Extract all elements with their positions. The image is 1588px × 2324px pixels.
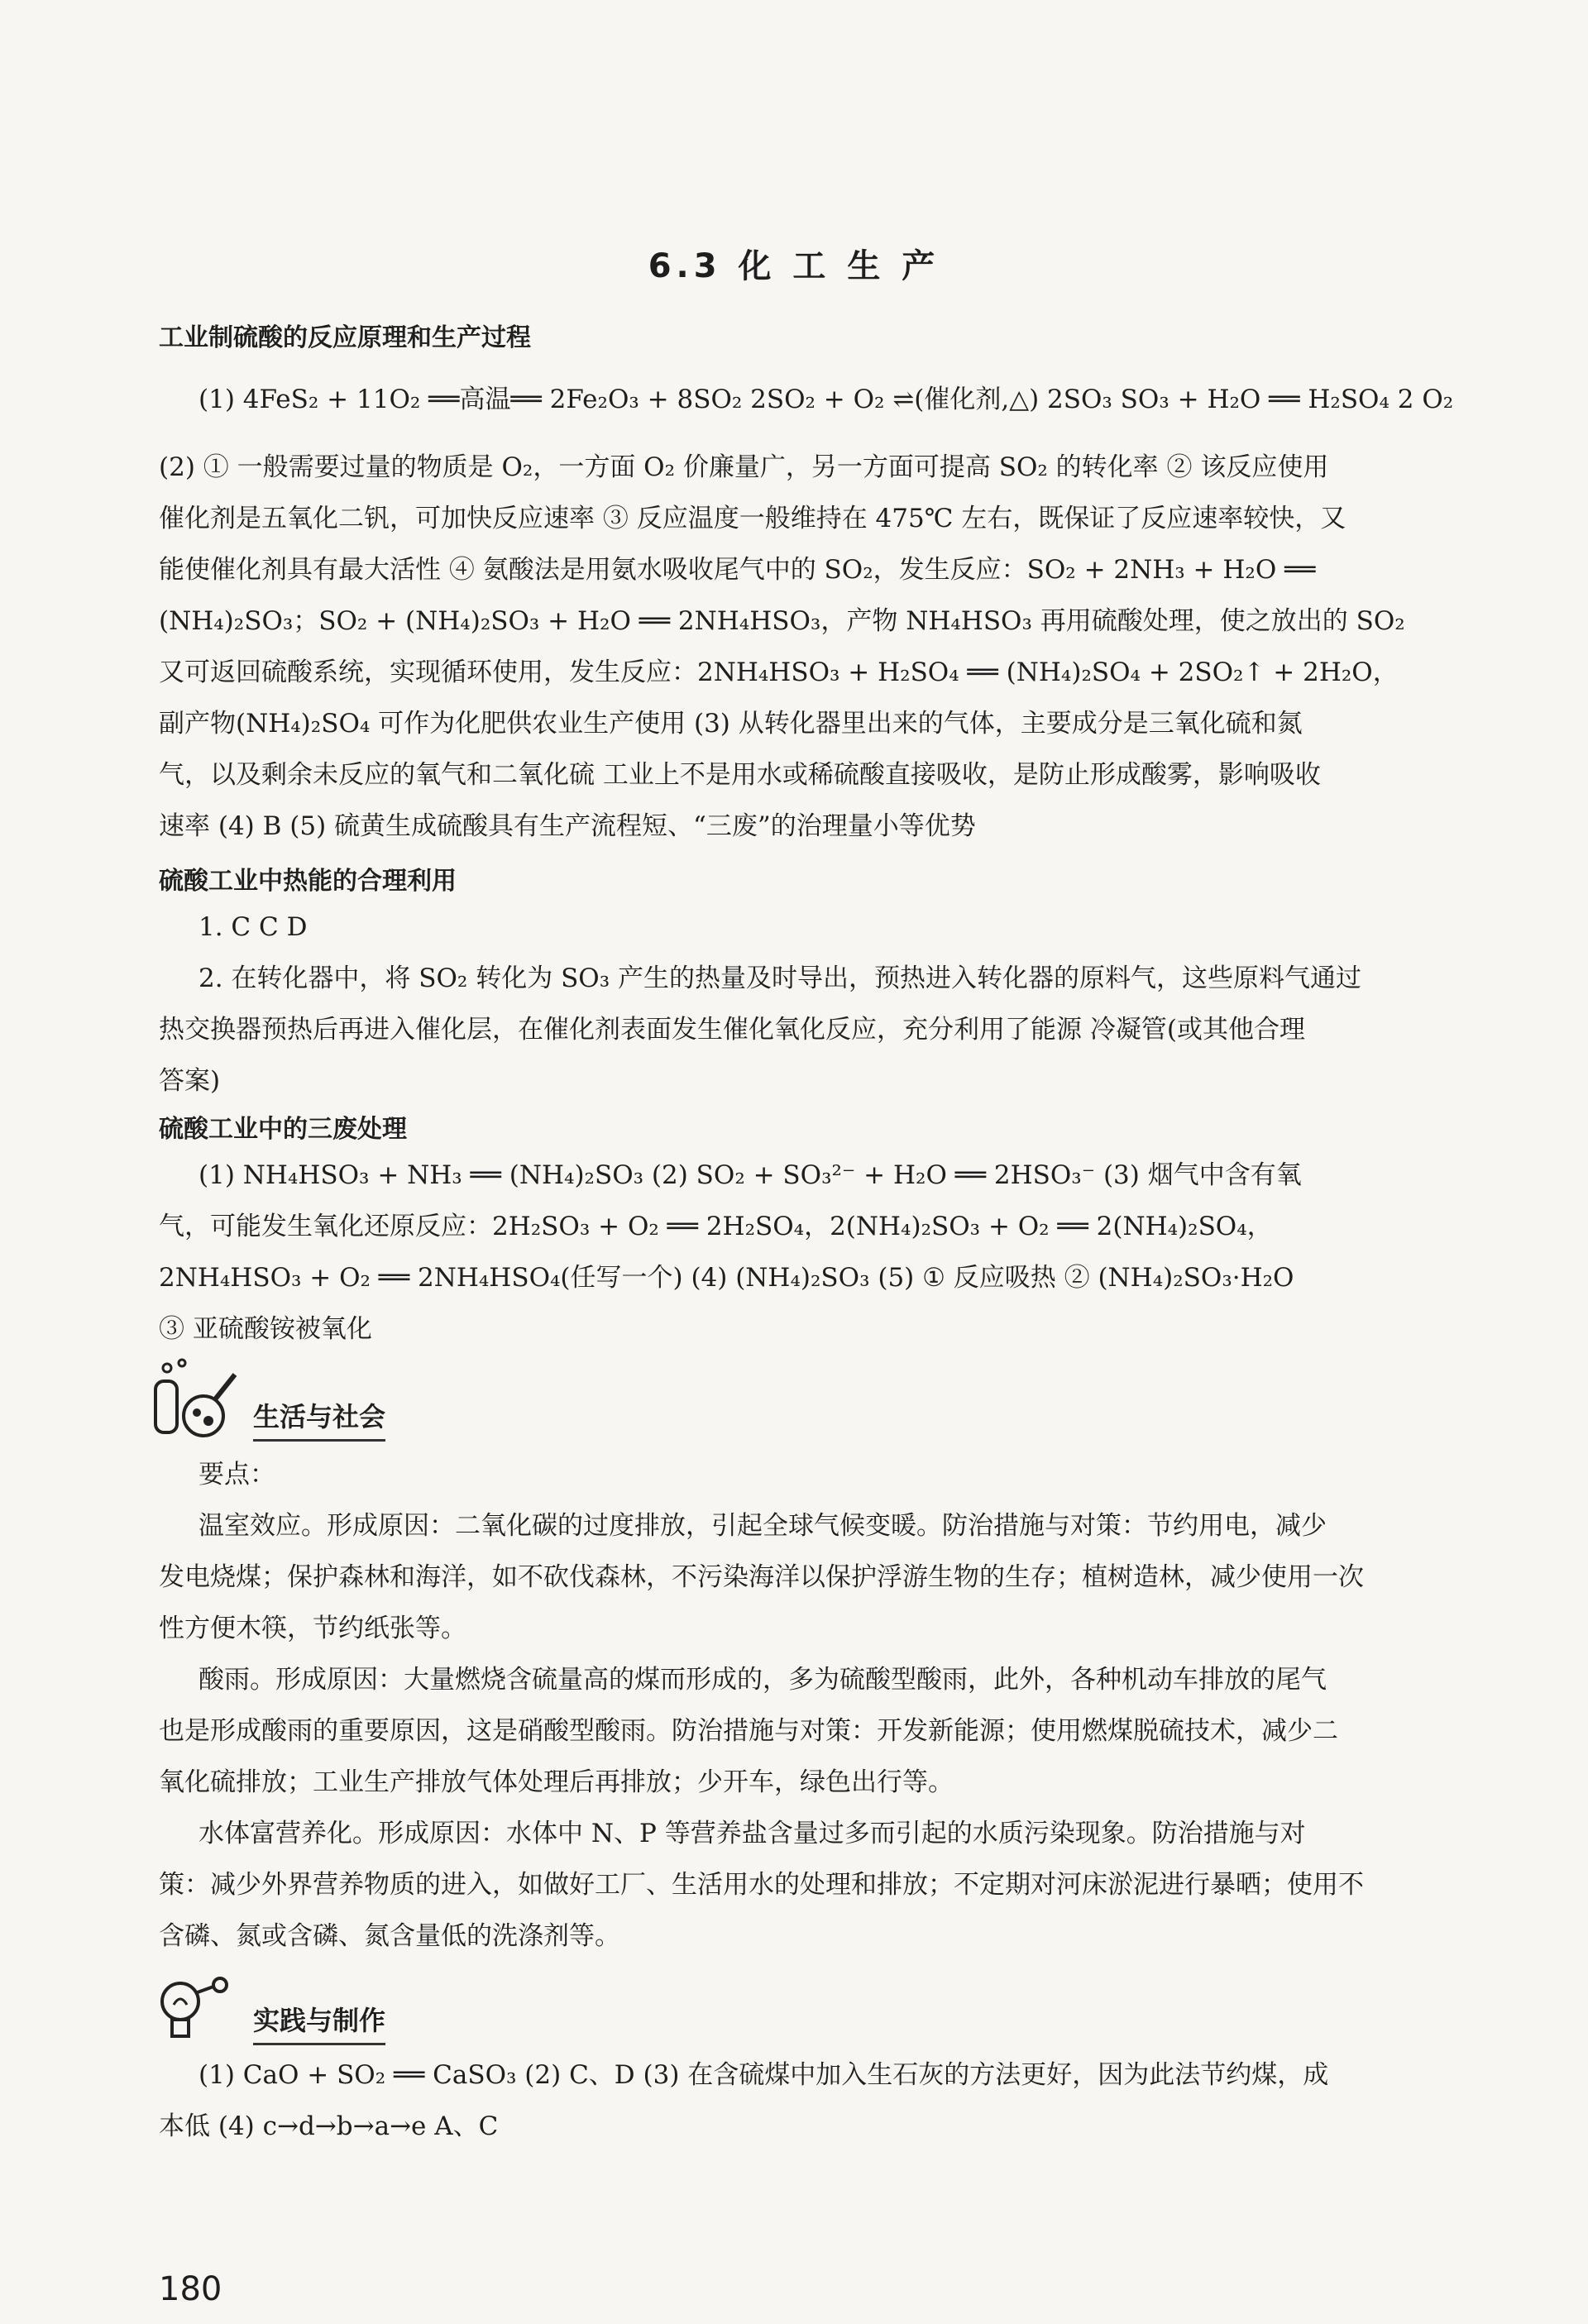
text-line: 氧化硫排放；工业生产排放气体处理后再排放；少开车，绿色出行等。 xyxy=(159,1767,954,1797)
text-line: 副产物(NH₄)₂SO₄ 可作为化肥供农业生产使用 (3) 从转化器里出来的气体，主要成分是三氧化硫和氮 xyxy=(159,709,1303,739)
section-label-practice: 实践与制作 xyxy=(253,2000,385,2045)
text-line: 1. C C D xyxy=(198,912,308,942)
text-line: 酸雨。形成原因：大量燃烧含硫量高的煤而形成的，多为硫酸型酸雨，此外，各种机动车排放的尾气 xyxy=(198,1665,1327,1695)
section-heading-heat: 硫酸工业中热能的合理利用 xyxy=(159,867,457,896)
section-label-life: 生活与社会 xyxy=(253,1396,385,1442)
page-title: 6.3 化 工 生 产 xyxy=(648,247,940,285)
text-line: 本低 (4) c→d→b→a→e A、C xyxy=(159,2111,499,2141)
text-line: 水体富营养化。形成原因：水体中 N、P 等营养盐含量过多而引起的水质污染现象。防治措施与对 xyxy=(198,1819,1306,1848)
text-line: ③ 亚硫酸铵被氧化 xyxy=(159,1314,372,1344)
text-line: 2. 在转化器中，将 SO₂ 转化为 SO₃ 产生的热量及时导出，预热进入转化器的原料气，这些原料气通过 xyxy=(198,964,1362,993)
text-line: 答案) xyxy=(159,1066,221,1096)
text-line: 也是形成酸雨的重要原因，这是硝酸型酸雨。防治措施与对策：开发新能源；使用燃煤脱硫技术，减少二 xyxy=(159,1716,1338,1746)
text-line: 速率 (4) B (5) 硫黄生成硫酸具有生产流程短、“三废”的治理量小等优势 xyxy=(159,811,976,841)
text-line: 性方便木筷，节约纸张等。 xyxy=(159,1614,466,1643)
section-heading-waste: 硫酸工业中的三废处理 xyxy=(159,1115,407,1144)
chemistry-flask-icon xyxy=(149,1356,248,1439)
section-heading-principle: 工业制硫酸的反应原理和生产过程 xyxy=(159,323,531,352)
text-line: 催化剂是五氧化二钒，可加快反应速率 ③ 反应温度一般维持在 475℃ 左右，既保证了反应速率较快，又 xyxy=(159,504,1346,533)
text-line: (2) ① 一般需要过量的物质是 O₂，一方面 O₂ 价廉量广，另一方面可提高 SO₂ 的转化率 ② 该反应使用 xyxy=(159,452,1329,482)
text-line: 温室效应。形成原因：二氧化碳的过度排放，引起全球气候变暖。防治措施与对策：节约用电，减少 xyxy=(198,1511,1327,1541)
text-line: (1) CaO + SO₂ ══ CaSO₃ (2) C、D (3) 在含硫煤中加入生石灰的方法更好，因为此法节约煤，成 xyxy=(198,2060,1329,2090)
text-line: 策：减少外界营养物质的进入，如做好工厂、生活用水的处理和排放；不定期对河床淤泥进行暴晒；使用不 xyxy=(159,1870,1364,1900)
text-line: (1) 4FeS₂ + 11O₂ ══高温══ 2Fe₂O₃ + 8SO₂ 2SO₂ + O₂ ⇌(催化剂,△) 2SO₃ SO₃ + H₂O ══ H₂SO₄ 2 O₂ xyxy=(198,385,1454,414)
text-line: 能使催化剂具有最大活性 ④ 氨酸法是用氨水吸收尾气中的 SO₂，发生反应：SO₂ + 2NH₃ + H₂O ══ xyxy=(159,555,1316,585)
text-line: 2NH₄HSO₃ + O₂ ══ 2NH₄HSO₄(任写一个) (4) (NH₄)₂SO₃ (5) ① 反应吸热 ② (NH₄)₂SO₃·H₂O xyxy=(159,1263,1294,1293)
text-line: 要点： xyxy=(198,1460,275,1490)
text-line: 气，以及剩余未反应的氧气和二氧化硫 工业上不是用水或稀硫酸直接吸收，是防止形成酸雾，影响吸收 xyxy=(159,760,1321,790)
text-line: 含磷、氮或含磷、氮含量低的洗涤剂等。 xyxy=(159,1921,620,1951)
text-line: 气，可能发生氧化还原反应：2H₂SO₃ + O₂ ══ 2H₂SO₄，2(NH₄)₂SO₃ + O₂ ══ 2(NH₄)₂SO₄， xyxy=(159,1212,1273,1241)
text-line: 热交换器预热后再进入催化层，在催化剂表面发生催化氧化反应，充分利用了能源 冷凝管(或其他合理 xyxy=(159,1015,1305,1045)
lightbulb-icon xyxy=(149,1968,248,2051)
text-line: 发电烧煤；保护森林和海洋，如不砍伐森林，不污染海洋以保护浮游生物的生存；植树造林，减少使用一次 xyxy=(159,1562,1364,1592)
text-line: (NH₄)₂SO₃；SO₂ + (NH₄)₂SO₃ + H₂O ══ 2NH₄HSO₃，产物 NH₄HSO₃ 再用硫酸处理，使之放出的 SO₂ xyxy=(159,606,1405,636)
text-line: 又可返回硫酸系统，实现循环使用，发生反应：2NH₄HSO₃ + H₂SO₄ ══ (NH₄)₂SO₄ + 2SO₂↑ + 2H₂O， xyxy=(159,658,1399,687)
page-number: 180 xyxy=(159,2270,222,2308)
text-line: (1) NH₄HSO₃ + NH₃ ══ (NH₄)₂SO₃ (2) SO₂ + SO₃²⁻ + H₂O ══ 2HSO₃⁻ (3) 烟气中含有氧 xyxy=(198,1160,1302,1190)
